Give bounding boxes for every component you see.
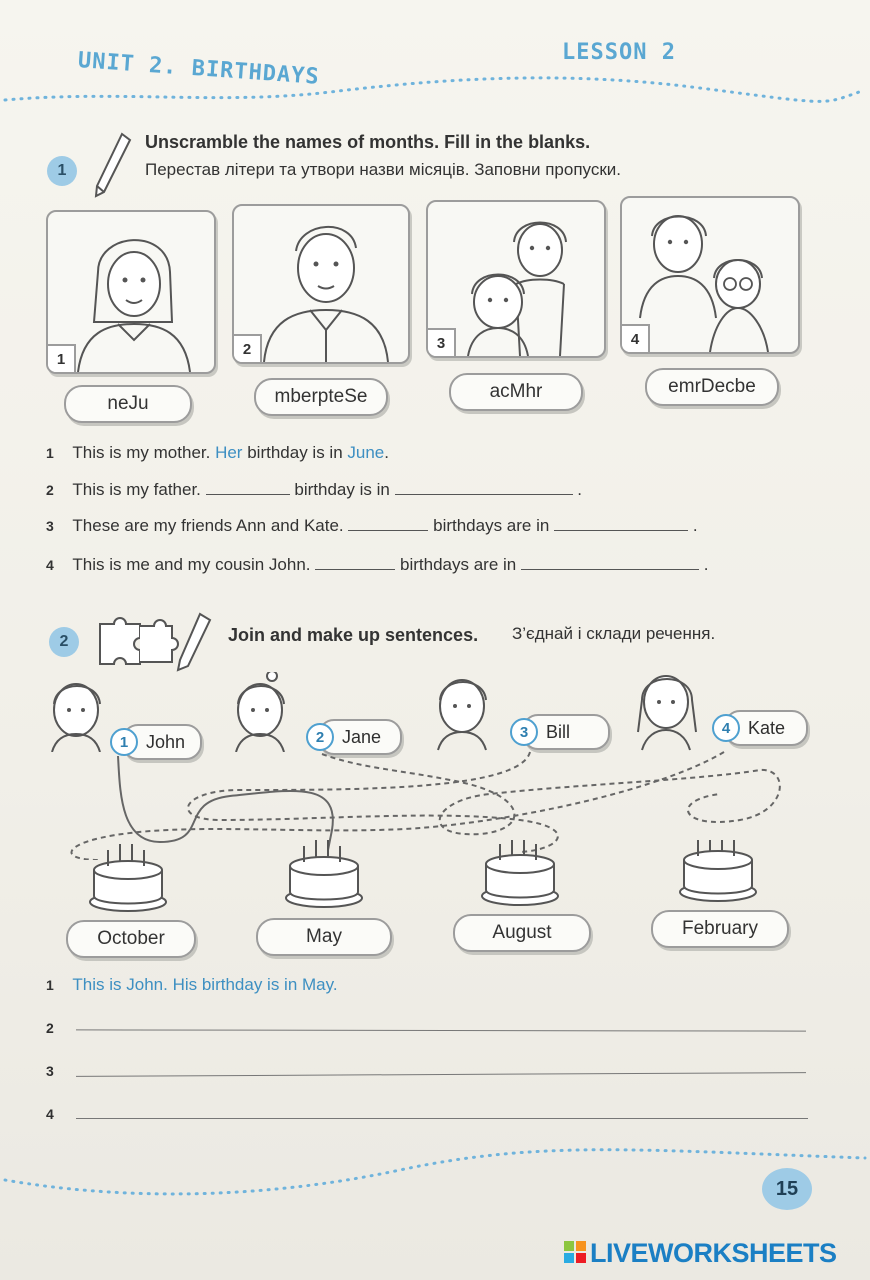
- example-sentence: [46, 975, 338, 995]
- pencil-icon: [92, 130, 132, 200]
- unit-title: UNIT 2. BIRTHDAYS: [77, 48, 321, 90]
- blank-input[interactable]: [554, 516, 688, 531]
- sentence-text: This is my father.: [72, 480, 201, 499]
- sentence-text: birthdays are in: [433, 516, 550, 535]
- sentence-text: .: [384, 443, 389, 462]
- bill-drawing: [438, 680, 486, 750]
- name-number: 1: [110, 728, 138, 756]
- sentence-4: [46, 555, 708, 575]
- answer-line-number: 4: [46, 1106, 54, 1122]
- sentence-number: 3: [46, 518, 54, 534]
- blank-input[interactable]: [348, 516, 428, 531]
- name-number: 4: [712, 714, 740, 742]
- kate-drawing: [638, 676, 696, 750]
- exercise-1-instruction-en: Unscramble the names of months. Fill in the blanks.: [145, 132, 591, 152]
- name-pill-bill: [519, 714, 610, 750]
- answer-line-number: 2: [46, 1020, 54, 1036]
- jane-drawing: [236, 672, 284, 752]
- picture-panel-mother: [46, 210, 216, 374]
- panel-number: 1: [48, 344, 76, 372]
- example-text: This is John. His birthday is in May.: [72, 975, 338, 994]
- name-label: Bill: [546, 721, 571, 742]
- blank-input[interactable]: [521, 555, 699, 570]
- sentence-number: 2: [46, 482, 54, 498]
- sentence-text: birthday is in: [294, 480, 390, 499]
- sentence-2: [46, 480, 582, 500]
- exercise-1-badge: 1: [47, 156, 77, 186]
- answer-line[interactable]: [76, 1118, 808, 1119]
- answer-line[interactable]: [76, 1072, 806, 1077]
- sentence-text: This is my mother.: [72, 443, 211, 462]
- lesson-title: LESSON 2: [562, 40, 676, 65]
- month-pill: August: [453, 914, 591, 952]
- name-number: 2: [306, 723, 334, 751]
- panel-number: 2: [234, 334, 262, 362]
- sentence-text: .: [703, 555, 709, 574]
- scrambled-word: emrDecbe: [645, 368, 779, 406]
- scrambled-word: acMhr: [449, 373, 583, 411]
- exercise-2-instruction-uk: З’єднай і склади речення.: [512, 624, 716, 643]
- exercise-2-instruction-en: Join and make up sentences.: [228, 625, 479, 645]
- sentence-text: birthday is in: [247, 443, 343, 462]
- cake-icon: [286, 840, 362, 907]
- scrambled-word: mberpteSe: [254, 378, 388, 416]
- puzzle-pencil-icon: [96, 610, 222, 672]
- sentence-text: birthdays are in: [400, 555, 517, 574]
- footer-dotted-wave: [0, 1140, 870, 1210]
- cake-icon: [680, 840, 756, 901]
- sentence-number: 1: [46, 977, 54, 993]
- month-pill: October: [66, 920, 196, 958]
- brand-name: LIVEWORKSHEETS: [590, 1238, 837, 1268]
- sentence-number: 1: [46, 445, 54, 461]
- page-number: 15: [762, 1168, 812, 1210]
- answer-line[interactable]: [76, 1029, 806, 1031]
- blank-input[interactable]: [206, 480, 290, 495]
- month-pill: February: [651, 910, 789, 948]
- sentence-text: This is me and my cousin John.: [72, 555, 311, 574]
- name-label: John: [146, 731, 186, 752]
- panel-number: 4: [622, 324, 650, 352]
- blank-input[interactable]: [315, 555, 395, 570]
- sentence-number: 4: [46, 557, 54, 573]
- cakes-illustration: [88, 840, 778, 916]
- exercise-2-badge: 2: [49, 627, 79, 657]
- name-pill-kate: [721, 710, 808, 746]
- answer-line-number: 3: [46, 1063, 54, 1079]
- sentence-text: .: [692, 516, 698, 535]
- cake-icon: [90, 844, 166, 911]
- blank-input[interactable]: [395, 480, 573, 495]
- sentence-1: [46, 443, 389, 463]
- picture-panel-cousins: [620, 196, 800, 354]
- name-label: Kate: [748, 717, 786, 738]
- sentence-text: These are my friends Ann and Kate.: [72, 516, 344, 535]
- john-drawing: [52, 684, 100, 752]
- liveworksheets-logo-icon: [564, 1241, 586, 1263]
- name-number: 3: [510, 718, 538, 746]
- panel-number: 3: [428, 328, 456, 356]
- name-label: Jane: [342, 726, 382, 747]
- scrambled-word: neJu: [64, 385, 192, 423]
- picture-panel-father: [232, 204, 410, 364]
- picture-panel-friends: [426, 200, 606, 358]
- sentence-3: [46, 516, 698, 536]
- header-dotted-wave: [0, 60, 870, 120]
- answer-text: Her: [215, 443, 243, 462]
- month-pill: May: [256, 918, 392, 956]
- cake-icon: [482, 840, 558, 905]
- answer-text: June: [347, 443, 385, 462]
- sentence-text: .: [577, 480, 583, 499]
- exercise-1-instruction-uk: Перестав літери та утвори назви місяців. Заповни пропуски.: [145, 160, 621, 179]
